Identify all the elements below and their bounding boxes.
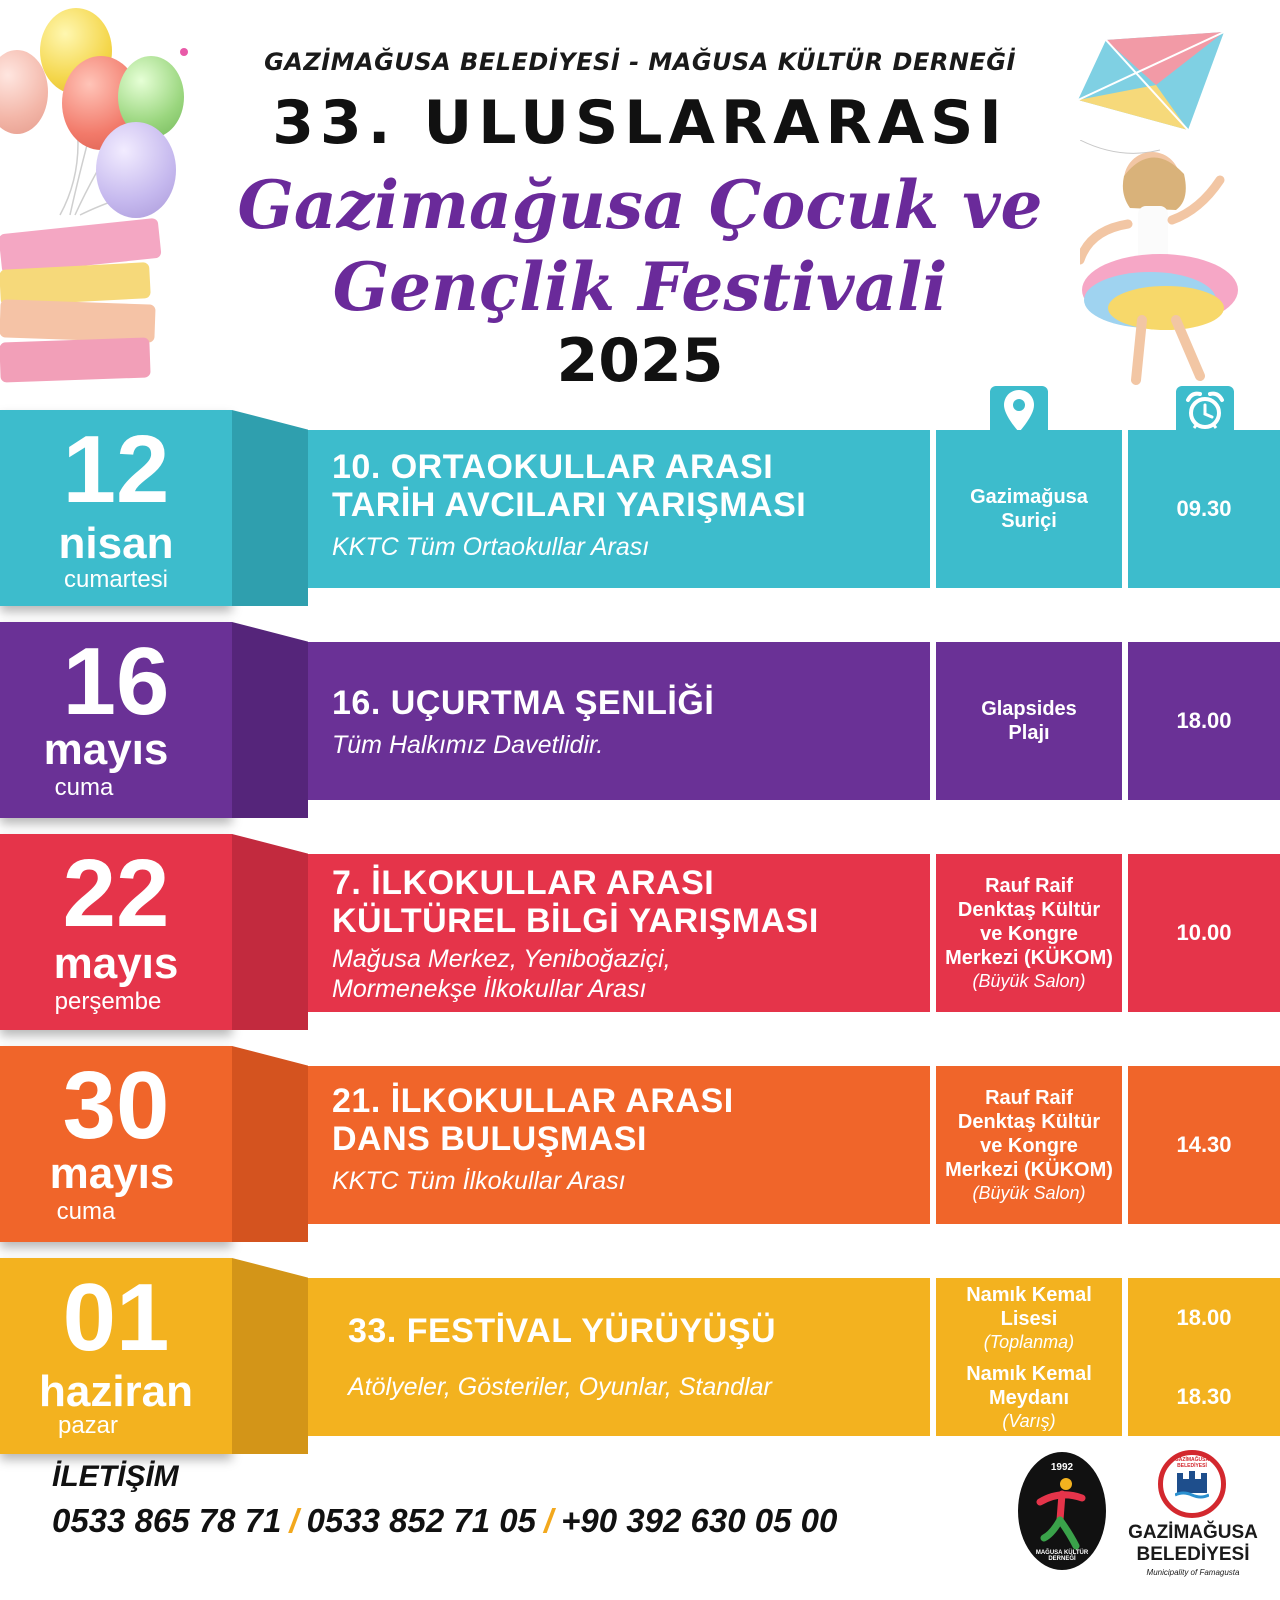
date-fold [232,622,308,818]
belediye-tagline: Municipality of Famagusta [1146,1568,1240,1577]
logo-year: 1992 [1050,1462,1074,1473]
event-subtitle: Tüm Halkımız Davetlidir. [332,731,604,759]
event-row-4 [0,1046,1280,1246]
event-location-line: ve Kongre [980,1135,1078,1157]
event-subtitle: Mağusa Merkez, Yeniboğaziçi, Mormenekşe İlkokullar Arası [332,945,671,1003]
festival-year: 2025 [556,326,724,396]
event-location-line: Glapsides [981,698,1077,720]
event-location-note: (Büyük Salon) [972,1183,1086,1203]
event-month: mayıs [43,725,169,774]
event-time: 14.30 [1176,1132,1232,1157]
event-location-cell [936,1278,1122,1436]
event-time-cell [1128,642,1280,800]
event-time-cell [1128,854,1280,1012]
belediye-ring-text: GAZİMAĞUSA BELEDİYESİ [1174,1457,1210,1469]
event-location-note: (Büyük Salon) [972,971,1086,991]
separator: / [543,1502,554,1539]
dancer-figure-icon [1036,1476,1088,1558]
event-month: nisan [58,519,174,568]
belediye-emblem [1158,1450,1226,1518]
event-location-cell [936,642,1122,800]
kultur-dernegi-logo [1018,1452,1106,1570]
event-location-line: Suriçi [1001,510,1057,532]
event-location-cell [936,430,1122,588]
event-subtitle: KKTC Tüm İlkokullar Arası [332,1167,626,1195]
event-day: 30 [62,1052,170,1159]
event-time-cell [1128,430,1280,588]
event-time: 10.00 [1176,920,1232,945]
event-location-line: Rauf Raif [985,1087,1073,1109]
event-subtitle: Atölyeler, Gösteriler, Oyunlar, Standlar [348,1373,772,1401]
event-info-panel [308,642,930,800]
date-fold [232,1046,308,1242]
festival-title-line2: Gençlik Festivali [332,248,948,326]
date-fold [232,1258,308,1454]
event-location-line: Merkezi (KÜKOM) [945,1159,1113,1181]
event-weekday: cumartesi [63,566,169,593]
event-location-line: Gazimağusa [970,486,1088,508]
contact-phones [52,1502,837,1540]
event-info-panel [308,1278,930,1436]
event-month: haziran [38,1367,194,1416]
event-location-line: Denktaş Kültür [957,1111,1101,1133]
event-weekday: cuma [56,1198,116,1225]
event-title: 33. FESTİVAL YÜRÜYÜŞÜ [348,1312,777,1350]
event-subtitle: KKTC Tüm Ortaokullar Arası [332,533,650,561]
date-fold [232,410,308,606]
event-location-cell [936,1066,1122,1224]
event-time-gathering: 18.00 [1176,1304,1232,1330]
event-month: mayıs [49,1149,175,1198]
event-time: 09.30 [1176,496,1232,521]
event-row-2 [0,622,1280,822]
belediye-name-line1: GAZİMAĞUSA [1128,1522,1258,1543]
event-time-cell [1128,1066,1280,1224]
event-time-cell [1128,1278,1280,1436]
event-location-arrival [966,1362,1092,1432]
event-location-line: Lisesi [1000,1307,1058,1330]
event-location-line: ve Kongre [980,923,1078,945]
event-day: 12 [62,416,170,523]
contact-label: İLETİŞİM [52,1460,179,1493]
event-title: 10. ORTAOKULLAR ARASI TARİH AVCILARI YARIŞMASI [332,448,807,524]
event-row-1 [0,410,1280,610]
event-time: 18.00 [1176,708,1232,733]
organizers-line: GAZİMAĞUSA BELEDİYESİ - MAĞUSA KÜLTÜR DERNEĞİ [264,48,1016,76]
castle-icon [1175,1469,1209,1503]
event-day: 22 [62,840,170,947]
event-location-note: (Varış) [1002,1410,1056,1431]
event-day: 16 [62,628,170,735]
festival-title-line1: Gazimağusa Çocuk ve [237,166,1043,244]
event-location-line: Denktaş Kültür [957,899,1101,921]
event-row-3 [0,834,1280,1034]
event-title: 16. UÇURTMA ŞENLİĞİ [332,684,715,722]
date-fold [232,834,308,1030]
event-weekday: perşembe [54,988,162,1015]
event-row-5 [0,1258,1280,1458]
event-location-note: (Toplanma) [983,1331,1075,1352]
event-location-line: Plajı [1008,722,1050,744]
edition-title: 33. ULUSLARARASI [272,88,1008,158]
phone-number[interactable]: 0533 865 78 71 [52,1502,282,1539]
phone-number[interactable]: 0533 852 71 05 [306,1502,536,1539]
event-location-line: Rauf Raif [985,875,1073,897]
event-location-cell [936,854,1122,1012]
belediye-name-line2: BELEDİYESİ [1136,1544,1250,1565]
logo-name: MAĞUSA KÜLTÜR DERNEĞİ [1035,1550,1089,1562]
event-location-line: Namık Kemal [966,1362,1092,1385]
phone-number[interactable]: +90 392 630 05 00 [561,1502,838,1539]
event-location-line: Meydanı [988,1386,1070,1409]
event-day: 01 [62,1264,170,1371]
event-time-arrival: 18.30 [1176,1383,1232,1409]
event-title: 21. İLKOKULLAR ARASI DANS BULUŞMASI [332,1082,734,1158]
event-location-line: Merkezi (KÜKOM) [945,947,1113,969]
event-weekday: pazar [57,1412,119,1439]
event-info-panel [308,854,930,1012]
belediye-logo [1118,1450,1268,1580]
event-location-gathering [966,1283,1092,1353]
event-month: mayıs [53,939,179,988]
event-title: 7. İLKOKULLAR ARASI KÜLTÜREL BİLGİ YARIŞMASI [332,864,819,940]
event-weekday: cuma [54,774,114,801]
event-info-panel [308,430,930,588]
event-location-line: Namık Kemal [966,1283,1092,1306]
event-info-panel [308,1066,930,1224]
separator: / [289,1502,299,1539]
